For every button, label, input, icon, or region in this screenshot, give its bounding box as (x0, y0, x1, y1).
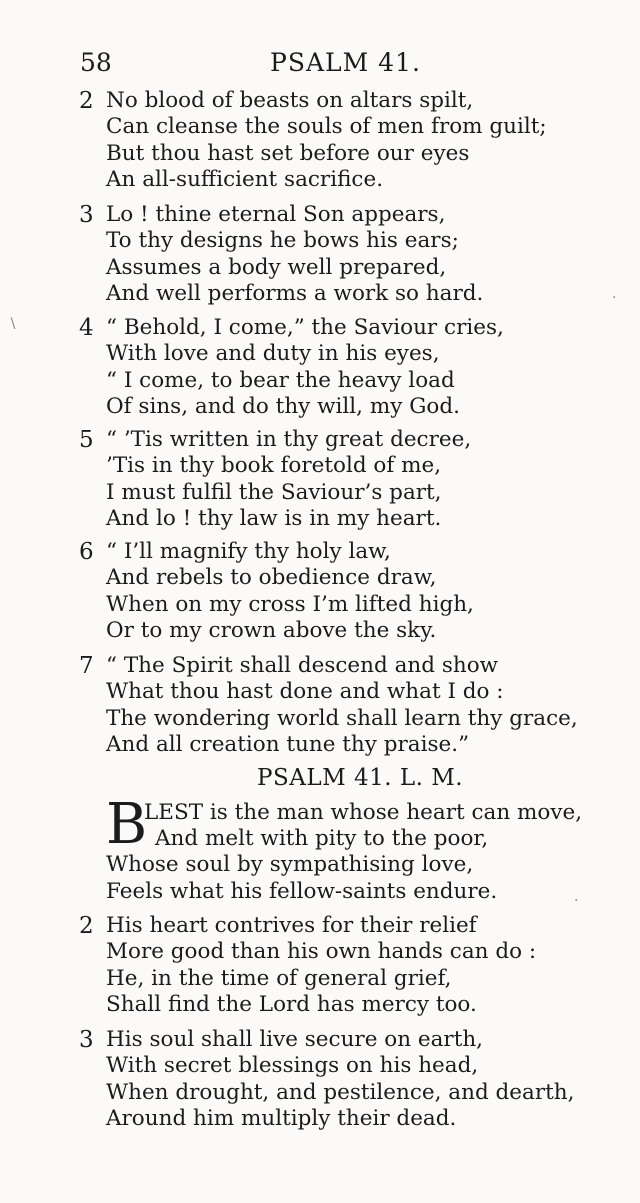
verse-5 (0, 427, 640, 532)
verse-number: 7 (79, 653, 94, 679)
verse-line: With love and duty in his eyes, (106, 341, 440, 367)
verse-number: 2 (79, 88, 94, 114)
verse-line: To thy designs he bows his ears; (106, 228, 459, 254)
verse-line: And lo ! thy law is in my heart. (106, 505, 442, 531)
verse-number: 2 (79, 913, 94, 939)
verse-line: Around him multiply their dead. (106, 1105, 457, 1131)
verse-2 (0, 88, 640, 193)
hymn-title: PSALM 41. L. M. (257, 765, 464, 791)
verse-line: I must fulfil the Saviour’s part, (106, 479, 442, 505)
verse-4 (0, 315, 640, 420)
running-header (0, 48, 640, 82)
verse-number: 3 (79, 1027, 94, 1053)
verse-line: Can cleanse the souls of men from guilt; (106, 114, 547, 140)
verse-line: Assumes a body well prepared, (106, 254, 447, 280)
hymn-verse-2 (0, 913, 640, 1018)
verse-line: When on my cross I’m lifted high, (106, 591, 474, 617)
verse-line: And rebels to obedience draw, (106, 565, 437, 591)
verse-line: The wondering world shall learn thy grace, (106, 705, 578, 731)
drop-cap: B (106, 792, 148, 857)
speck-mark-icon: · (574, 893, 579, 909)
verse-line: And melt with pity to the poor, (155, 826, 489, 851)
verse-line: No blood of beasts on altars spilt, (106, 88, 474, 113)
speck-mark-icon: ∖ (8, 316, 17, 332)
verse-3 (0, 202, 640, 307)
verse-line: ’Tis in thy book foretold of me, (106, 453, 442, 479)
verse-line: More good than his own hands can do : (106, 939, 537, 965)
verse-line: His soul shall live secure on earth, (106, 1027, 484, 1052)
verse-line: Of sins, and do thy will, my God. (106, 393, 460, 419)
verse-line: And all creation tune thy praise.” (106, 731, 470, 757)
verse-line: “ I come, to bear the heavy load (106, 367, 455, 393)
verse-line: “ The Spirit shall descend and show (106, 653, 499, 678)
verse-line: “ Behold, I come,” the Saviour cries, (106, 315, 504, 340)
verse-line: What thou hast done and what I do : (106, 679, 504, 705)
verse-line: But thou hast set before our eyes (106, 140, 470, 166)
verse-line: Lo ! thine eternal Son appears, (106, 202, 446, 227)
verse-line: Shall find the Lord has mercy too. (106, 991, 477, 1017)
hymn-verse-3 (0, 1027, 640, 1132)
verse-number: 5 (79, 427, 94, 453)
page-number: 58 (80, 48, 112, 77)
verse-line: When drought, and pestilence, and dearth, (106, 1079, 575, 1105)
verse-line: Or to my crown above the sky. (106, 617, 437, 643)
verse-7 (0, 653, 640, 758)
verse-line: Feels what his fellow-saints endure. (106, 878, 498, 904)
verse-line: Whose soul by sympathising love, (106, 852, 474, 878)
running-title: PSALM 41. (270, 48, 421, 77)
verse-line: An all-sufficient sacrifice. (106, 166, 384, 192)
verse-number: 6 (79, 539, 94, 565)
verse-number: 4 (79, 315, 94, 341)
verse-line: He, in the time of general grief, (106, 965, 452, 991)
first-line: LEST is the man whose heart can move, (144, 800, 583, 825)
speck-mark-icon: · (612, 290, 617, 306)
verse-line: His heart contrives for their relief (106, 913, 477, 938)
verse-number: 3 (79, 202, 94, 228)
verse-line: “ I’ll magnify thy holy law, (106, 539, 391, 564)
verse-line: “ ’Tis written in thy great decree, (106, 427, 472, 452)
hymn-verse-1 (0, 826, 640, 905)
verse-line: With secret blessings on his head, (106, 1053, 479, 1079)
verse-line: And well performs a work so hard. (106, 280, 484, 306)
verse-6 (0, 539, 640, 644)
